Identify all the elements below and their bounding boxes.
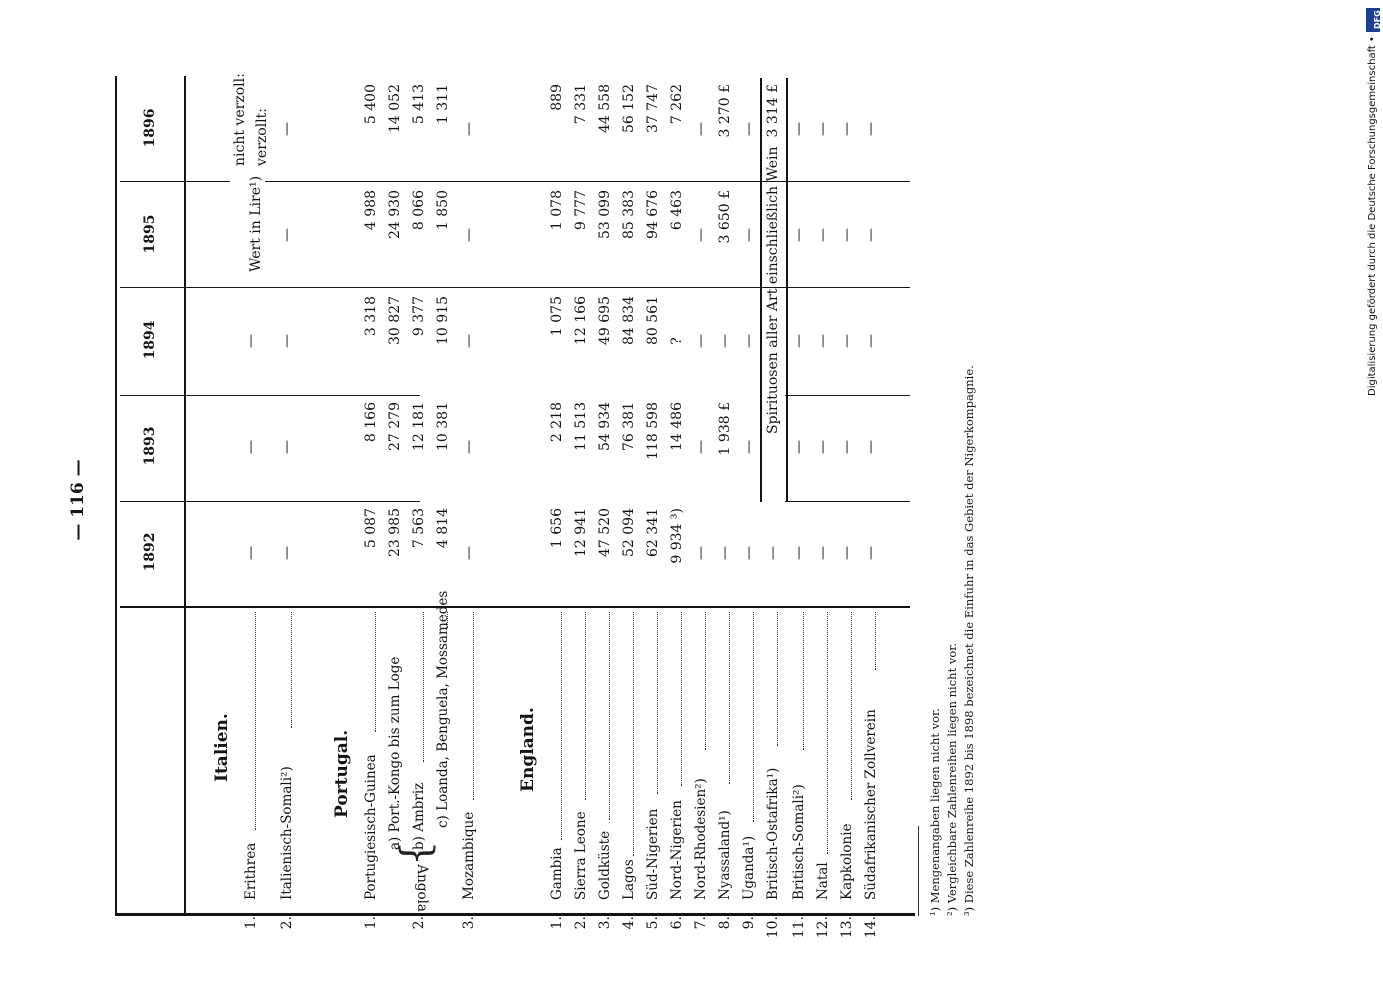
leader-dots (681, 612, 682, 786)
leader-dots (447, 612, 448, 628)
row-label: c) Loanda, Benguela, Mossamedes (435, 590, 451, 828)
row-number: 11. (791, 916, 807, 939)
erithrea-value-note: Wert in Lire¹) (248, 175, 264, 272)
cell-1894: 80 561 (645, 296, 661, 345)
cell-1894: — (815, 334, 831, 348)
row-label: Nord-Rhodesien²) (693, 778, 709, 900)
cell-1896: 5 400 (363, 84, 379, 125)
col-head-1892: 1892 (142, 532, 158, 572)
row-label: Lagos (621, 859, 637, 900)
cell-1894: 49 695 (597, 296, 613, 345)
cell-1894: — (693, 334, 709, 348)
cell-1895: 1 850 (435, 190, 451, 231)
row-number: 3. (597, 916, 613, 930)
cell-1894: — (461, 334, 477, 348)
cell-1893: — (461, 440, 477, 454)
row-number: 10. (765, 916, 781, 939)
cell-1892: 1 656 (549, 508, 565, 549)
cell-1895: — (791, 228, 807, 242)
leader-dots (609, 612, 610, 820)
row-number: 7. (693, 916, 709, 930)
row-label: Kapkolonie (839, 823, 855, 900)
cell-1892: 47 520 (597, 508, 613, 557)
col-rule-1895-1896 (120, 181, 230, 182)
cell-1896: — (815, 122, 831, 136)
cell-1892: — (791, 546, 807, 560)
leader-dots (585, 612, 586, 800)
cell-1892: 7 563 (411, 508, 427, 549)
cell-1892: 62 341 (645, 508, 661, 557)
angola-brace: { (393, 840, 439, 866)
cell-1893: 2 218 (549, 402, 565, 443)
leader-dots (473, 612, 474, 800)
row-label: a) Port.-Kongo bis zum Loge (387, 656, 403, 850)
cell-1896: 3 270 £ (717, 84, 733, 138)
cell-1893: — (279, 440, 295, 454)
angola-group-label: Angola (414, 864, 430, 912)
cell-1895: — (815, 228, 831, 242)
cell-1896: — (839, 122, 855, 136)
row-number: 9. (741, 916, 757, 930)
cell-1896: 889 (549, 84, 565, 111)
row-label: Uganda¹) (741, 835, 757, 900)
cell-1893: — (863, 440, 879, 454)
cell-1896: — (279, 122, 295, 136)
cell-1892: — (717, 546, 733, 560)
cell-1894: 1 075 (549, 296, 565, 337)
cell-1896: — (741, 122, 757, 136)
leader-dots (875, 612, 876, 670)
table-row (714, 0, 736, 1000)
col-head-1896: 1896 (142, 108, 158, 148)
cell-1896: — (461, 122, 477, 136)
cell-1893: — (839, 440, 855, 454)
cell-1893: 8 166 (363, 402, 379, 443)
footnote-3: ³) Diese Zahlenreihe 1892 bis 1898 bezeichnet die Einfuhr in das Gebiet der Nigerkompagnie. (962, 365, 976, 916)
row-number: 1. (243, 916, 259, 930)
cell-1896: — (791, 122, 807, 136)
row-label: Sierra Leone (573, 811, 589, 900)
row10-spirits-note: Spirituosen aller Art einschließlich Wein (765, 146, 781, 434)
row-label: Süd-Nigerien (645, 808, 661, 900)
cell-1895: 4 988 (363, 190, 379, 231)
row-number: 14. (863, 916, 879, 939)
row-label: b) Ambriz (411, 782, 427, 850)
cell-1896: 5 413 (411, 84, 427, 125)
row-label: Natal (815, 862, 831, 900)
cell-1893: 54 934 (597, 402, 613, 451)
cell-1893: 76 381 (621, 402, 637, 451)
cell-1896: 56 152 (621, 84, 637, 133)
cell-1894: 30 827 (387, 296, 403, 345)
cell-1895: — (741, 228, 757, 242)
cell-1893: — (243, 440, 259, 454)
cell-1896: 7 331 (573, 84, 589, 125)
cell-1893: 27 279 (387, 402, 403, 451)
cell-1894: — (243, 334, 259, 348)
cell-1893: — (791, 440, 807, 454)
cell-1895: 8 066 (411, 190, 427, 231)
row-label: Portugiesisch-Guinea (363, 754, 379, 900)
row-number: 12. (815, 916, 831, 939)
row-number: 13. (839, 916, 855, 939)
header-bottom-rule (184, 76, 186, 916)
cell-1893: 1 938 £ (717, 402, 733, 456)
cell-1892: — (243, 546, 259, 560)
cell-1896: 7 262 (669, 84, 685, 125)
table-row (642, 0, 664, 1000)
table-row (738, 0, 760, 1000)
row-number: 3. (461, 916, 477, 930)
table-row (276, 0, 298, 1000)
cell-1893: — (741, 440, 757, 454)
table-row (458, 0, 480, 1000)
cell-1892: 4 814 (435, 508, 451, 549)
table-row (788, 0, 810, 1000)
cell-1893: 11 513 (573, 402, 589, 451)
leader-dots (827, 612, 828, 854)
cell-1894: — (717, 334, 733, 348)
cell-1894: ? (669, 337, 685, 345)
leader-dots (803, 612, 804, 750)
cell-1895: — (693, 228, 709, 242)
row-number: 6. (669, 916, 685, 930)
cell-1894: 10 915 (435, 296, 451, 345)
row-label: Nord-Nigerien (669, 800, 685, 900)
digitization-credit: Digitalisierung gefördert durch die Deutsche Forschungsgemeinschaft • (1367, 36, 1378, 396)
row-label: Erithrea (243, 842, 259, 900)
leader-dots (657, 612, 658, 794)
leader-dots (423, 612, 424, 762)
table-row (546, 0, 568, 1000)
table-row (860, 0, 882, 1000)
cell-1894: 3 318 (363, 296, 379, 337)
cell-1894: — (839, 334, 855, 348)
cell-1892: — (839, 546, 855, 560)
table-row (408, 0, 430, 1000)
leader-dots (291, 612, 292, 728)
cell-1895: 1 078 (549, 190, 565, 231)
col-head-1894: 1894 (142, 320, 158, 360)
table-row (812, 0, 834, 1000)
leader-dots (753, 612, 754, 822)
row-number: 4. (621, 916, 637, 930)
row-label: Britisch-Ostafrika¹) (765, 767, 781, 900)
cell-1895: — (279, 228, 295, 242)
leader-dots (729, 612, 730, 784)
row-label: Italienisch-Somali²) (279, 766, 295, 900)
table-row (618, 0, 640, 1000)
cell-1892: — (863, 546, 879, 560)
cell-1895: 53 099 (597, 190, 613, 239)
leader-dots (777, 612, 778, 746)
section-title-portugal: Portugal. (332, 729, 352, 818)
cell-1892: 52 094 (621, 508, 637, 557)
cell-1896: 37 747 (645, 84, 661, 133)
leader-dots (255, 612, 256, 830)
cell-1893: 118 598 (645, 402, 661, 460)
cell-1892: — (461, 546, 477, 560)
row-label: Britisch-Somali²) (791, 784, 807, 900)
leader-dots (375, 612, 376, 732)
row-number: 2. (573, 916, 589, 930)
table-row (570, 0, 592, 1000)
cell-1896: 3 314 £ (765, 84, 781, 138)
footnote-1: ¹) Mengenangaben liegen nicht vor. (928, 708, 942, 916)
row-number: 1. (363, 916, 379, 930)
cell-1894: 12 166 (573, 296, 589, 345)
dfg-logo: DFG (1366, 8, 1380, 32)
erithrea-note-taxed: verzollt: (254, 108, 270, 166)
col-head-1893: 1893 (142, 426, 158, 466)
table-row (432, 0, 454, 1000)
row-number: 5. (645, 916, 661, 930)
cell-1894: — (791, 334, 807, 348)
cell-1892: — (693, 546, 709, 560)
erithrea-note-not-taxed: nicht verzoll: (232, 73, 248, 166)
cell-1893: — (693, 440, 709, 454)
cell-1895: 6 463 (669, 190, 685, 231)
footnote-2: ²) Vergleichbare Zahlenreihen liegen nicht vor. (945, 642, 959, 916)
section-title-italien: Italien. (212, 713, 232, 782)
cell-1892: — (279, 546, 295, 560)
table-row (384, 0, 406, 1000)
footnote-rule (918, 826, 919, 916)
cell-1895: — (863, 228, 879, 242)
cell-1895: — (461, 228, 477, 242)
col-head-1895: 1895 (142, 214, 158, 254)
cell-1892: — (765, 546, 781, 560)
cell-1892: — (741, 546, 757, 560)
leader-dots (561, 612, 562, 840)
row-label: Goldküste (597, 830, 613, 900)
cell-1894: — (279, 334, 295, 348)
table-top-rule (115, 76, 117, 916)
cell-1895: 24 930 (387, 190, 403, 239)
cell-1894: 9 377 (411, 296, 427, 337)
row-number: 2. (411, 916, 427, 930)
cell-1896: — (693, 122, 709, 136)
cell-1896: 44 558 (597, 84, 613, 133)
cell-1895: — (839, 228, 855, 242)
cell-1896: — (863, 122, 879, 136)
cell-1896: 1 311 (435, 84, 451, 125)
cell-1893: 10 381 (435, 402, 451, 451)
cell-1894: — (863, 334, 879, 348)
row-label: Gambia (549, 847, 565, 900)
cell-1892: — (815, 546, 831, 560)
cell-1895: 94 676 (645, 190, 661, 239)
leader-dots (633, 612, 634, 856)
row-label: Mozambique (461, 811, 477, 900)
row-label: Südafrikanischer Zollverein (863, 709, 879, 900)
row-number: 1. (549, 916, 565, 930)
cell-1892: 23 985 (387, 508, 403, 557)
cell-1892: 12 941 (573, 508, 589, 557)
leader-dots (705, 612, 706, 750)
cell-1893: 14 486 (669, 402, 685, 451)
table-row (836, 0, 858, 1000)
cell-1892: 5 087 (363, 508, 379, 549)
cell-1894: — (741, 334, 757, 348)
cell-1894: 84 834 (621, 296, 637, 345)
cell-1895: 85 383 (621, 190, 637, 239)
row-label: Nyassaland¹) (717, 810, 733, 900)
cell-1895: 3 650 £ (717, 190, 733, 244)
row-number: 2. (279, 916, 295, 930)
cell-1896: 14 052 (387, 84, 403, 133)
row-number: 8. (717, 916, 733, 930)
page-number: — 116 — (68, 459, 88, 541)
table-row (666, 0, 688, 1000)
cell-1893: — (815, 440, 831, 454)
cell-1892: 9 934 ³) (669, 508, 685, 564)
table-row (690, 0, 712, 1000)
leader-dots (851, 612, 852, 800)
table-row (594, 0, 616, 1000)
cell-1895: 9 777 (573, 190, 589, 231)
section-title-england: England. (518, 707, 538, 792)
cell-1893: 12 181 (411, 402, 427, 451)
table-row (360, 0, 382, 1000)
